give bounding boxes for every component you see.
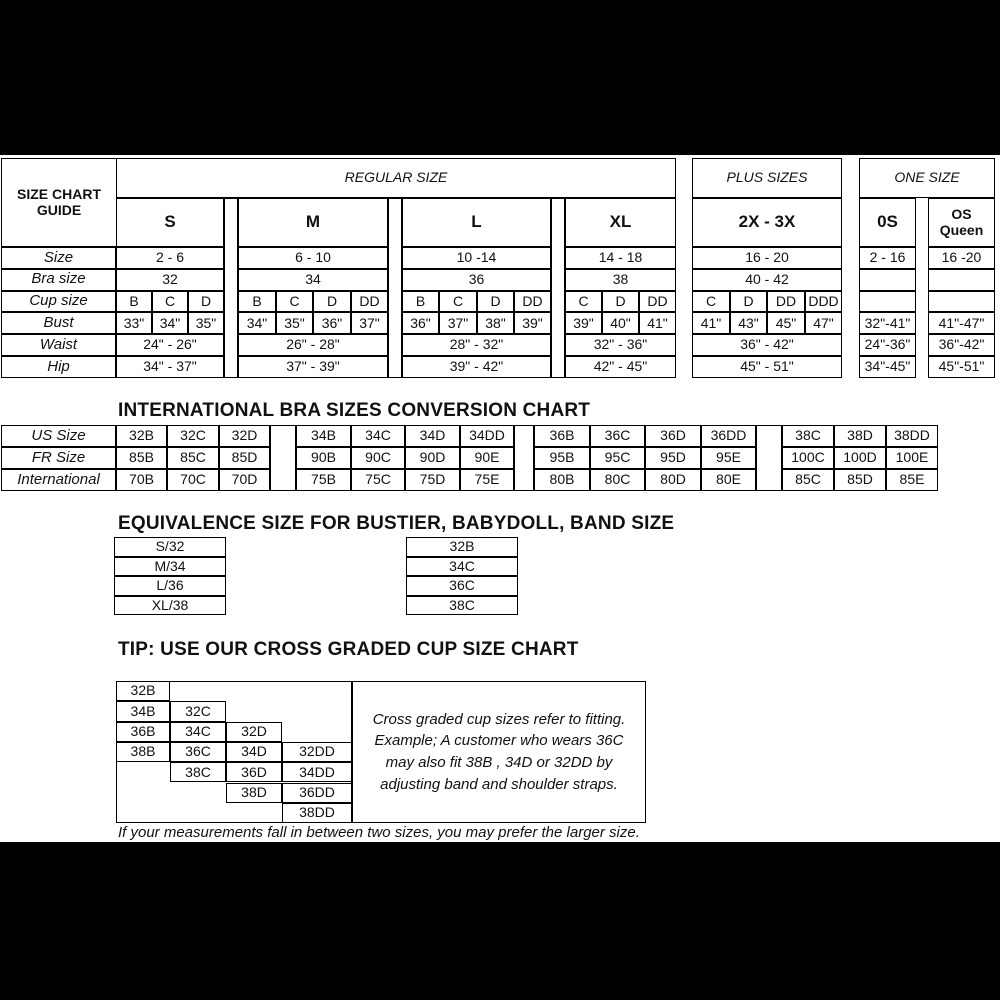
intl-us-cell: 34D: [405, 425, 460, 447]
equiv-right-cell: 36C: [406, 576, 518, 596]
cup-cell: B: [238, 291, 276, 313]
cup-cell: DD: [767, 291, 805, 313]
bust-cell: 34": [238, 312, 276, 334]
row-label-3: Bust: [1, 312, 116, 334]
row-5-cell: 45" - 51": [692, 356, 842, 378]
row-label-2: Cup size: [1, 291, 116, 313]
equiv-left-cell: L/36: [114, 576, 226, 596]
column-separator: [756, 425, 782, 491]
footer-note: If your measurements fall in between two sizes, you may prefer the larger size.: [118, 824, 640, 841]
bust-cell: 39": [565, 312, 602, 334]
intl-heading: INTERNATIONAL BRA SIZES CONVERSION CHART: [118, 400, 591, 421]
equiv-right-cell: 34C: [406, 557, 518, 577]
intl-us-cell: 36B: [534, 425, 590, 447]
row-5-cell: 37" - 39": [238, 356, 388, 378]
cross-grade-cell: 38D: [226, 783, 282, 803]
bust-cell: 36": [313, 312, 351, 334]
cup-cell: B: [116, 291, 152, 313]
cup-cell: D: [313, 291, 351, 313]
intl-intl-cell: 75E: [460, 469, 514, 491]
bust-cell: 45": [767, 312, 805, 334]
row-1-cell: 36: [402, 269, 551, 291]
column-separator: [514, 425, 534, 491]
group-plus-sizes: PLUS SIZES: [692, 158, 842, 198]
bust-cell: 41": [692, 312, 730, 334]
row-5-cell: 34"-45": [859, 356, 916, 378]
row-0-cell: 16 - 20: [692, 247, 842, 269]
cup-cell: C: [439, 291, 477, 313]
cross-grade-cell: 32D: [226, 722, 282, 742]
bust-cell: 47": [805, 312, 842, 334]
intl-intl-cell: 80B: [534, 469, 590, 491]
row-0-cell: 2 - 6: [116, 247, 224, 269]
intl-fr-cell: 90D: [405, 447, 460, 469]
equiv-left-cell: M/34: [114, 557, 226, 577]
column-separator: [224, 198, 238, 378]
intl-us-cell: 34B: [296, 425, 351, 447]
intl-row-label-1: FR Size: [1, 447, 116, 469]
intl-us-cell: 32B: [116, 425, 167, 447]
empty-cell: [928, 269, 995, 291]
cup-cell: C: [152, 291, 188, 313]
cross-grade-cell: 34C: [170, 722, 226, 742]
equiv-left-cell: S/32: [114, 537, 226, 557]
row-1-cell: 34: [238, 269, 388, 291]
intl-fr-cell: 90E: [460, 447, 514, 469]
cross-grade-cell: 38DD: [282, 803, 352, 823]
row-0-cell: 2 - 16: [859, 247, 916, 269]
row-0-cell: 16 -20: [928, 247, 995, 269]
cup-cell: DD: [514, 291, 551, 313]
row-4-cell: 36"-42": [928, 334, 995, 356]
bust-cell: 43": [730, 312, 767, 334]
cross-grade-cell: 36DD: [282, 783, 352, 803]
intl-us-cell: 36C: [590, 425, 645, 447]
intl-intl-cell: 70B: [116, 469, 167, 491]
cross-grade-cell: 38B: [116, 742, 170, 762]
equiv-left-cell: XL/38: [114, 596, 226, 616]
size-heading-osq: OS Queen: [928, 198, 995, 247]
group-regular-size: REGULAR SIZE: [116, 158, 676, 198]
intl-intl-cell: 70D: [219, 469, 270, 491]
cup-cell: D: [730, 291, 767, 313]
row-0-cell: 6 - 10: [238, 247, 388, 269]
row-label-0: Size: [1, 247, 116, 269]
bust-cell: 35": [188, 312, 224, 334]
cup-cell: DD: [351, 291, 388, 313]
cross-grade-cell: 38C: [170, 762, 226, 782]
intl-row-label-0: US Size: [1, 425, 116, 447]
bust-cell: 41": [639, 312, 676, 334]
bust-cell: 37": [439, 312, 477, 334]
row-4-cell: 32" - 36": [565, 334, 676, 356]
column-separator: [551, 198, 565, 378]
row-1-cell: 40 - 42: [692, 269, 842, 291]
cup-cell: D: [477, 291, 514, 313]
intl-us-cell: 38DD: [886, 425, 938, 447]
cross-grade-cell: 34DD: [282, 762, 352, 782]
row-5-cell: 34" - 37": [116, 356, 224, 378]
intl-us-cell: 38D: [834, 425, 886, 447]
row-4-cell: 26" - 28": [238, 334, 388, 356]
cup-cell: D: [188, 291, 224, 313]
column-separator: [388, 198, 402, 378]
bust-cell: 34": [152, 312, 188, 334]
intl-fr-cell: 100E: [886, 447, 938, 469]
cup-cell: C: [565, 291, 602, 313]
intl-us-cell: 38C: [782, 425, 834, 447]
bust-cell: 41"-47": [928, 312, 995, 334]
bust-cell: 39": [514, 312, 551, 334]
intl-intl-cell: 85D: [834, 469, 886, 491]
intl-intl-cell: 80D: [645, 469, 701, 491]
size-heading-l: L: [402, 198, 551, 247]
row-label-5: Hip: [1, 356, 116, 378]
cross-grade-cell: 34D: [226, 742, 282, 762]
cup-cell: B: [402, 291, 439, 313]
cross-graded-note: Cross graded cup sizes refer to fitting. Example; A customer who wears 36C may also fit 38B , 34D or 32DD by adjusting band and shoulder straps.: [352, 681, 646, 823]
intl-us-cell: 32D: [219, 425, 270, 447]
cross-grade-cell: 34B: [116, 701, 170, 721]
row-1-cell: 38: [565, 269, 676, 291]
row-4-cell: 28" - 32": [402, 334, 551, 356]
cross-grade-cell: 36D: [226, 762, 282, 782]
empty-cell: [859, 291, 916, 313]
bust-cell: 38": [477, 312, 514, 334]
cross-grade-cell: 32DD: [282, 742, 352, 762]
bust-cell: 33": [116, 312, 152, 334]
row-label-1: Bra size: [1, 269, 116, 291]
cross-grade-cell: 36B: [116, 722, 170, 742]
intl-fr-cell: 95C: [590, 447, 645, 469]
row-5-cell: 42" - 45": [565, 356, 676, 378]
cross-grade-cell: 36C: [170, 742, 226, 762]
intl-us-cell: 32C: [167, 425, 219, 447]
intl-us-cell: 36DD: [701, 425, 756, 447]
intl-intl-cell: 75B: [296, 469, 351, 491]
equiv-heading: EQUIVALENCE SIZE FOR BUSTIER, BABYDOLL, BAND SIZE: [118, 513, 675, 534]
size-heading-os: 0S: [859, 198, 916, 247]
cup-cell: D: [602, 291, 639, 313]
equiv-right-cell: 38C: [406, 596, 518, 616]
intl-us-cell: 34C: [351, 425, 405, 447]
size-chart-document: [0, 155, 1000, 842]
row-4-cell: 36" - 42": [692, 334, 842, 356]
column-separator: [270, 425, 296, 491]
size-chart-guide-label: SIZE CHART GUIDE: [1, 158, 117, 247]
cross-grade-cell: 32C: [170, 701, 226, 721]
empty-cell: [859, 269, 916, 291]
intl-intl-cell: 75C: [351, 469, 405, 491]
size-heading-s: S: [116, 198, 224, 247]
intl-fr-cell: 85D: [219, 447, 270, 469]
intl-row-label-2: International: [1, 469, 116, 491]
intl-fr-cell: 100C: [782, 447, 834, 469]
bust-cell: 37": [351, 312, 388, 334]
equiv-right-cell: 32B: [406, 537, 518, 557]
intl-intl-cell: 85C: [782, 469, 834, 491]
cross-grade-cell: 32B: [116, 681, 170, 701]
bust-cell: 32"-41": [859, 312, 916, 334]
bust-cell: 40": [602, 312, 639, 334]
tip-heading: TIP: USE OUR CROSS GRADED CUP SIZE CHART: [118, 639, 579, 660]
size-heading-m: M: [238, 198, 388, 247]
row-0-cell: 14 - 18: [565, 247, 676, 269]
intl-intl-cell: 80C: [590, 469, 645, 491]
intl-fr-cell: 95B: [534, 447, 590, 469]
bust-cell: 36": [402, 312, 439, 334]
empty-cell: [928, 291, 995, 313]
cup-cell: DD: [639, 291, 676, 313]
size-heading-plus: 2X - 3X: [692, 198, 842, 247]
row-4-cell: 24" - 26": [116, 334, 224, 356]
intl-intl-cell: 75D: [405, 469, 460, 491]
row-0-cell: 10 -14: [402, 247, 551, 269]
row-5-cell: 39" - 42": [402, 356, 551, 378]
cup-cell: DDD: [805, 291, 842, 313]
row-4-cell: 24"-36": [859, 334, 916, 356]
row-5-cell: 45"-51": [928, 356, 995, 378]
group-one-size: ONE SIZE: [859, 158, 995, 198]
row-1-cell: 32: [116, 269, 224, 291]
size-heading-xl: XL: [565, 198, 676, 247]
row-label-4: Waist: [1, 334, 116, 356]
intl-fr-cell: 90C: [351, 447, 405, 469]
intl-fr-cell: 95D: [645, 447, 701, 469]
cup-cell: C: [276, 291, 313, 313]
intl-fr-cell: 85C: [167, 447, 219, 469]
intl-us-cell: 36D: [645, 425, 701, 447]
intl-intl-cell: 80E: [701, 469, 756, 491]
intl-fr-cell: 90B: [296, 447, 351, 469]
intl-intl-cell: 70C: [167, 469, 219, 491]
bust-cell: 35": [276, 312, 313, 334]
intl-fr-cell: 100D: [834, 447, 886, 469]
intl-intl-cell: 85E: [886, 469, 938, 491]
intl-fr-cell: 85B: [116, 447, 167, 469]
intl-fr-cell: 95E: [701, 447, 756, 469]
cup-cell: C: [692, 291, 730, 313]
cross-grade-frame: [116, 681, 352, 823]
intl-us-cell: 34DD: [460, 425, 514, 447]
